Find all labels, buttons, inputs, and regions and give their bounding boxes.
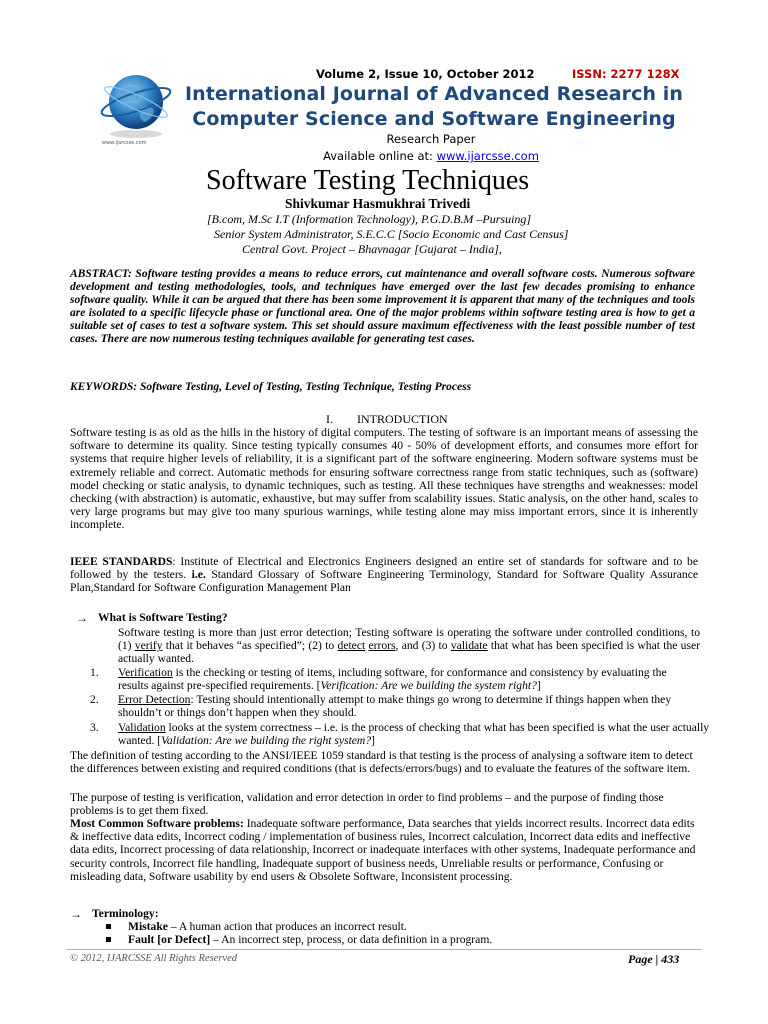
- footer-copyright: © 2012, IJARCSSE All Rights Reserved: [70, 953, 238, 964]
- list-item-validation: [118, 721, 714, 747]
- what-paragraph: [118, 626, 700, 666]
- section-number: I.: [326, 412, 333, 426]
- footer-page-number: Page | 433: [628, 952, 680, 966]
- what-text-4: that what has been specified is what the user actually wanted.: [118, 639, 700, 666]
- error-detection-text: : Testing should intentionally attempt to make things go wrong to determine if things happen when they shouldn’t or things don’t happen when they should.: [118, 693, 672, 720]
- journal-title-line1: International Journal of Advanced Research in: [184, 83, 684, 105]
- verification-end: ]: [536, 679, 541, 693]
- mistake-text: – A human action that produces an incorrect result.: [167, 920, 407, 933]
- what-heading: What is Software Testing?: [98, 611, 228, 624]
- verification-note: Verification: Are we building the system right?: [320, 679, 537, 693]
- list-item-error-detection: [118, 693, 684, 719]
- term-mistake: [128, 920, 688, 933]
- terminology-heading: Terminology:: [92, 907, 159, 920]
- error-detection-term: Error Detection: [118, 693, 191, 706]
- keywords: KEYWORDS: Software Testing, Level of Testing, Testing Technique, Testing Process: [70, 381, 472, 393]
- list-number-3: 3.: [90, 721, 99, 734]
- arrow-icon: →: [70, 907, 82, 921]
- intro-paragraph: Software testing is as old as the hills in the history of digital computers. The testing of software is an important means of assessing the software to determine its quality. Since testing typically consumes 40 - 50% of development efforts, and consumes more effort for systems that require higher levels of reliability, it is a significant part of the software engineering. Modern software systems must be extremely reliable and correct. Automatic methods for ensuring software correctness range from static techniques, such as (software) model checking or static analysis, to dynamic techniques, such as testing. All these techniques have strengths and weaknesses: model checking (with abstraction) is automatic, exhaustive, but may suffer from scalability issues. Static analysis, on the other hand, scales to very large programs but may give too many spurious warnings, while testing alone may miss important errors, since it is inherently incomplete.: [70, 426, 698, 532]
- available-online: [47, 149, 768, 163]
- validate-term: validate: [450, 639, 488, 653]
- ieee-standards-paragraph: [70, 555, 698, 595]
- what-text-1: Software testing is more than just error detection; Testing software is operating the software under controlled conditions, to (1): [118, 626, 700, 653]
- list-number-1: 1.: [90, 666, 99, 679]
- journal-url-link[interactable]: www.ijarcsse.com: [436, 149, 539, 163]
- bullet-icon: [106, 924, 111, 929]
- section-heading-introduction: [326, 412, 448, 427]
- ieee-text-1: : Institute of Electrical and Electronics Engineers designed an entire set of standards for software and to be followed by the testers.: [70, 555, 698, 582]
- common-problems-paragraph: [70, 817, 702, 883]
- available-prefix: Available online at:: [323, 149, 437, 163]
- affiliation-line-2: Senior System Administrator, S.E.C.C [Socio Economic and Cast Census]: [214, 227, 569, 241]
- fault-term: Fault [or Defect]: [128, 933, 211, 946]
- purpose-paragraph: The purpose of testing is verification, validation and error detection in order to find problems – and the purpose of finding those problems is to get them fixed.: [70, 791, 664, 818]
- issn: ISSN: 2277 128X: [572, 67, 680, 81]
- author-name: Shivkumar Hasmukhrai Trivedi: [285, 196, 471, 211]
- paper-type: Research Paper: [386, 132, 476, 146]
- paper-title: Software Testing Techniques: [206, 165, 530, 196]
- what-text-2: that it behaves “as specified”; (2) to: [162, 639, 338, 653]
- validation-term: Validation: [118, 721, 166, 734]
- bullet-icon: [106, 937, 111, 942]
- arrow-icon: →: [76, 611, 88, 625]
- mistake-term: Mistake: [128, 920, 168, 933]
- journal-title-line2: Computer Science and Software Engineering: [192, 108, 676, 130]
- ieee-ie: i.e.: [191, 568, 206, 582]
- definition-paragraph: The definition of testing according to the ANSI/IEEE 1059 standard is that testing is the process of analysing a software item to detect the differences between existing and required conditions (that is defects/errors/bugs) and to evaluate the features of the software item.: [70, 749, 693, 776]
- logo-caption: www.ijarcsse.com: [102, 140, 147, 146]
- validation-note: Validation: Are we building the right system?: [161, 734, 372, 748]
- verification-term: Verification: [118, 666, 173, 679]
- detect-term: detect: [337, 639, 366, 653]
- affiliation-line-3: Central Govt. Project – Bhavnagar [Gujarat – India],: [242, 242, 502, 256]
- list-number-2: 2.: [90, 693, 99, 706]
- fault-text: – An incorrect step, process, or data definition in a program.: [210, 933, 493, 946]
- problems-text: Inadequate software performance, Data searches that yields incorrect results. Incorrect data edits & ineffective data edits, Incorrect coding / implementation of business rules, Incorrect calculation, Incorrect data edits and ineffective data edits, Incorrect processing of data relationship, Incorrect or inadequate interfaces with other systems, Inadequate performance and security controls, Incorrect file handling, Inadequate support of business needs, Unreliable results or performance, Confusing or misleading data, Software usability by end users & Obsolete Software, Inconsistent processing.: [70, 817, 696, 883]
- ieee-text-2: Standard Glossary of Software Engineering Terminology, Standard for Software Quality Assurance Plan,Standard for Software Configuration Management Plan: [70, 568, 698, 595]
- section-title: INTRODUCTION: [357, 412, 448, 426]
- abstract: ABSTRACT: Software testing provides a means to reduce errors, cut maintenance and overall software costs. Numerous software development and testing methodologies, tools, and techniques have emerged over the last few decades promising to enhance software quality. While it can be argued that there has been some improvement it is apparent that many of the techniques and tools are isolated to a specific lifecycle phase or functional area. One of the major problems within software testing area is how to get a suitable set of cases to test a software system. This set should assure maximum effectiveness with the least possible number of test cases. There are now numerous testing techniques available for generating test cases.: [70, 268, 695, 346]
- affiliation-line-1: [B.com, M.Sc I.T (Information Technology), P.G.D.B.M –Pursuing]: [207, 212, 532, 226]
- volume-issue: Volume 2, Issue 10, October 2012: [316, 67, 535, 81]
- what-text-3: , and (3) to: [395, 639, 451, 653]
- ieee-label: IEEE STANDARDS: [70, 555, 173, 568]
- list-item-verification: [118, 666, 684, 692]
- problems-label: Most Common Software problems:: [70, 817, 244, 830]
- verification-text: is the checking or testing of items, including software, for conformance and consistency by evaluating the results against pre-specified requirements. [: [118, 666, 667, 693]
- footer-divider: [66, 949, 702, 950]
- validation-text: looks at the system correctness – i.e. is the process of checking that what has been specified is what the user actually wanted. [: [118, 721, 710, 748]
- term-fault: [128, 933, 688, 946]
- errors-term: errors: [368, 639, 396, 653]
- validation-end: ]: [371, 734, 375, 748]
- verify-term: verify: [134, 639, 163, 653]
